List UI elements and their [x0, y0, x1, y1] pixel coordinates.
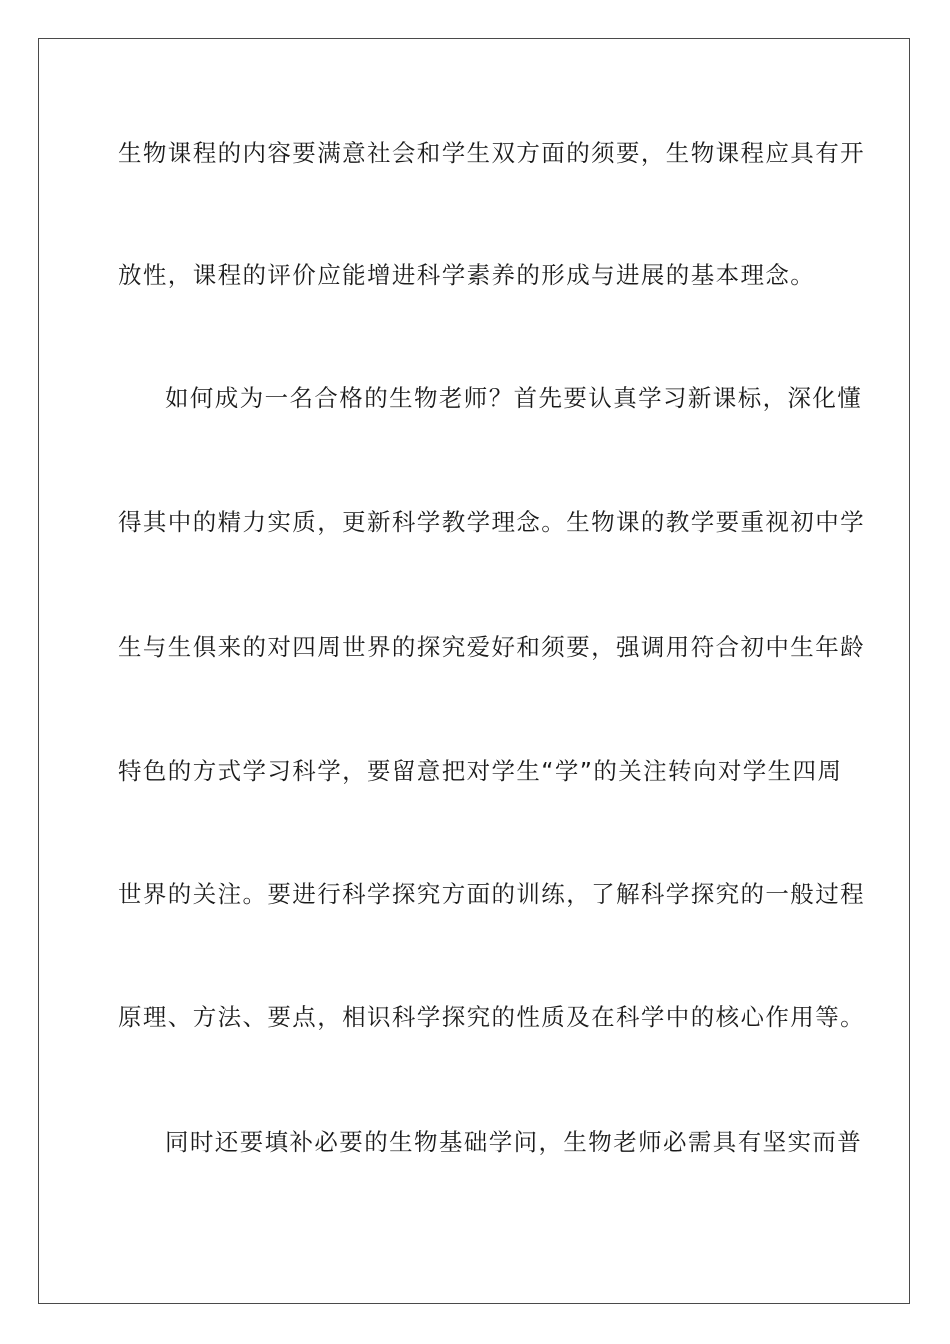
text-line-9-paragraph-start: 同时还要填补必要的生物基础学问，生物老师必需具有坚实而普	[165, 1128, 863, 1156]
text-line-5: 生与生俱来的对四周世界的探究爱好和须要，强调用符合初中生年龄	[118, 633, 865, 661]
text-line-6: 特色的方式学习科学，要留意把对学生“学”的关注转向对学生四周	[118, 757, 843, 785]
text-line-1: 生物课程的内容要满意社会和学生双方面的须要，生物课程应具有开	[118, 139, 865, 167]
text-line-4: 得其中的精力实质，更新科学教学理念。生物课的教学要重视初中学	[118, 508, 865, 536]
text-line-2: 放性，课程的评价应能增进科学素养的形成与进展的基本理念。	[118, 261, 816, 289]
text-line-3-paragraph-start: 如何成为一名合格的生物老师？首先要认真学习新课标，深化懂	[165, 384, 863, 412]
page-border	[38, 38, 910, 1304]
text-line-8: 原理、方法、要点，相识科学探究的性质及在科学中的核心作用等。	[118, 1003, 865, 1031]
text-line-7: 世界的关注。要进行科学探究方面的训练，了解科学探究的一般过程	[118, 880, 865, 908]
